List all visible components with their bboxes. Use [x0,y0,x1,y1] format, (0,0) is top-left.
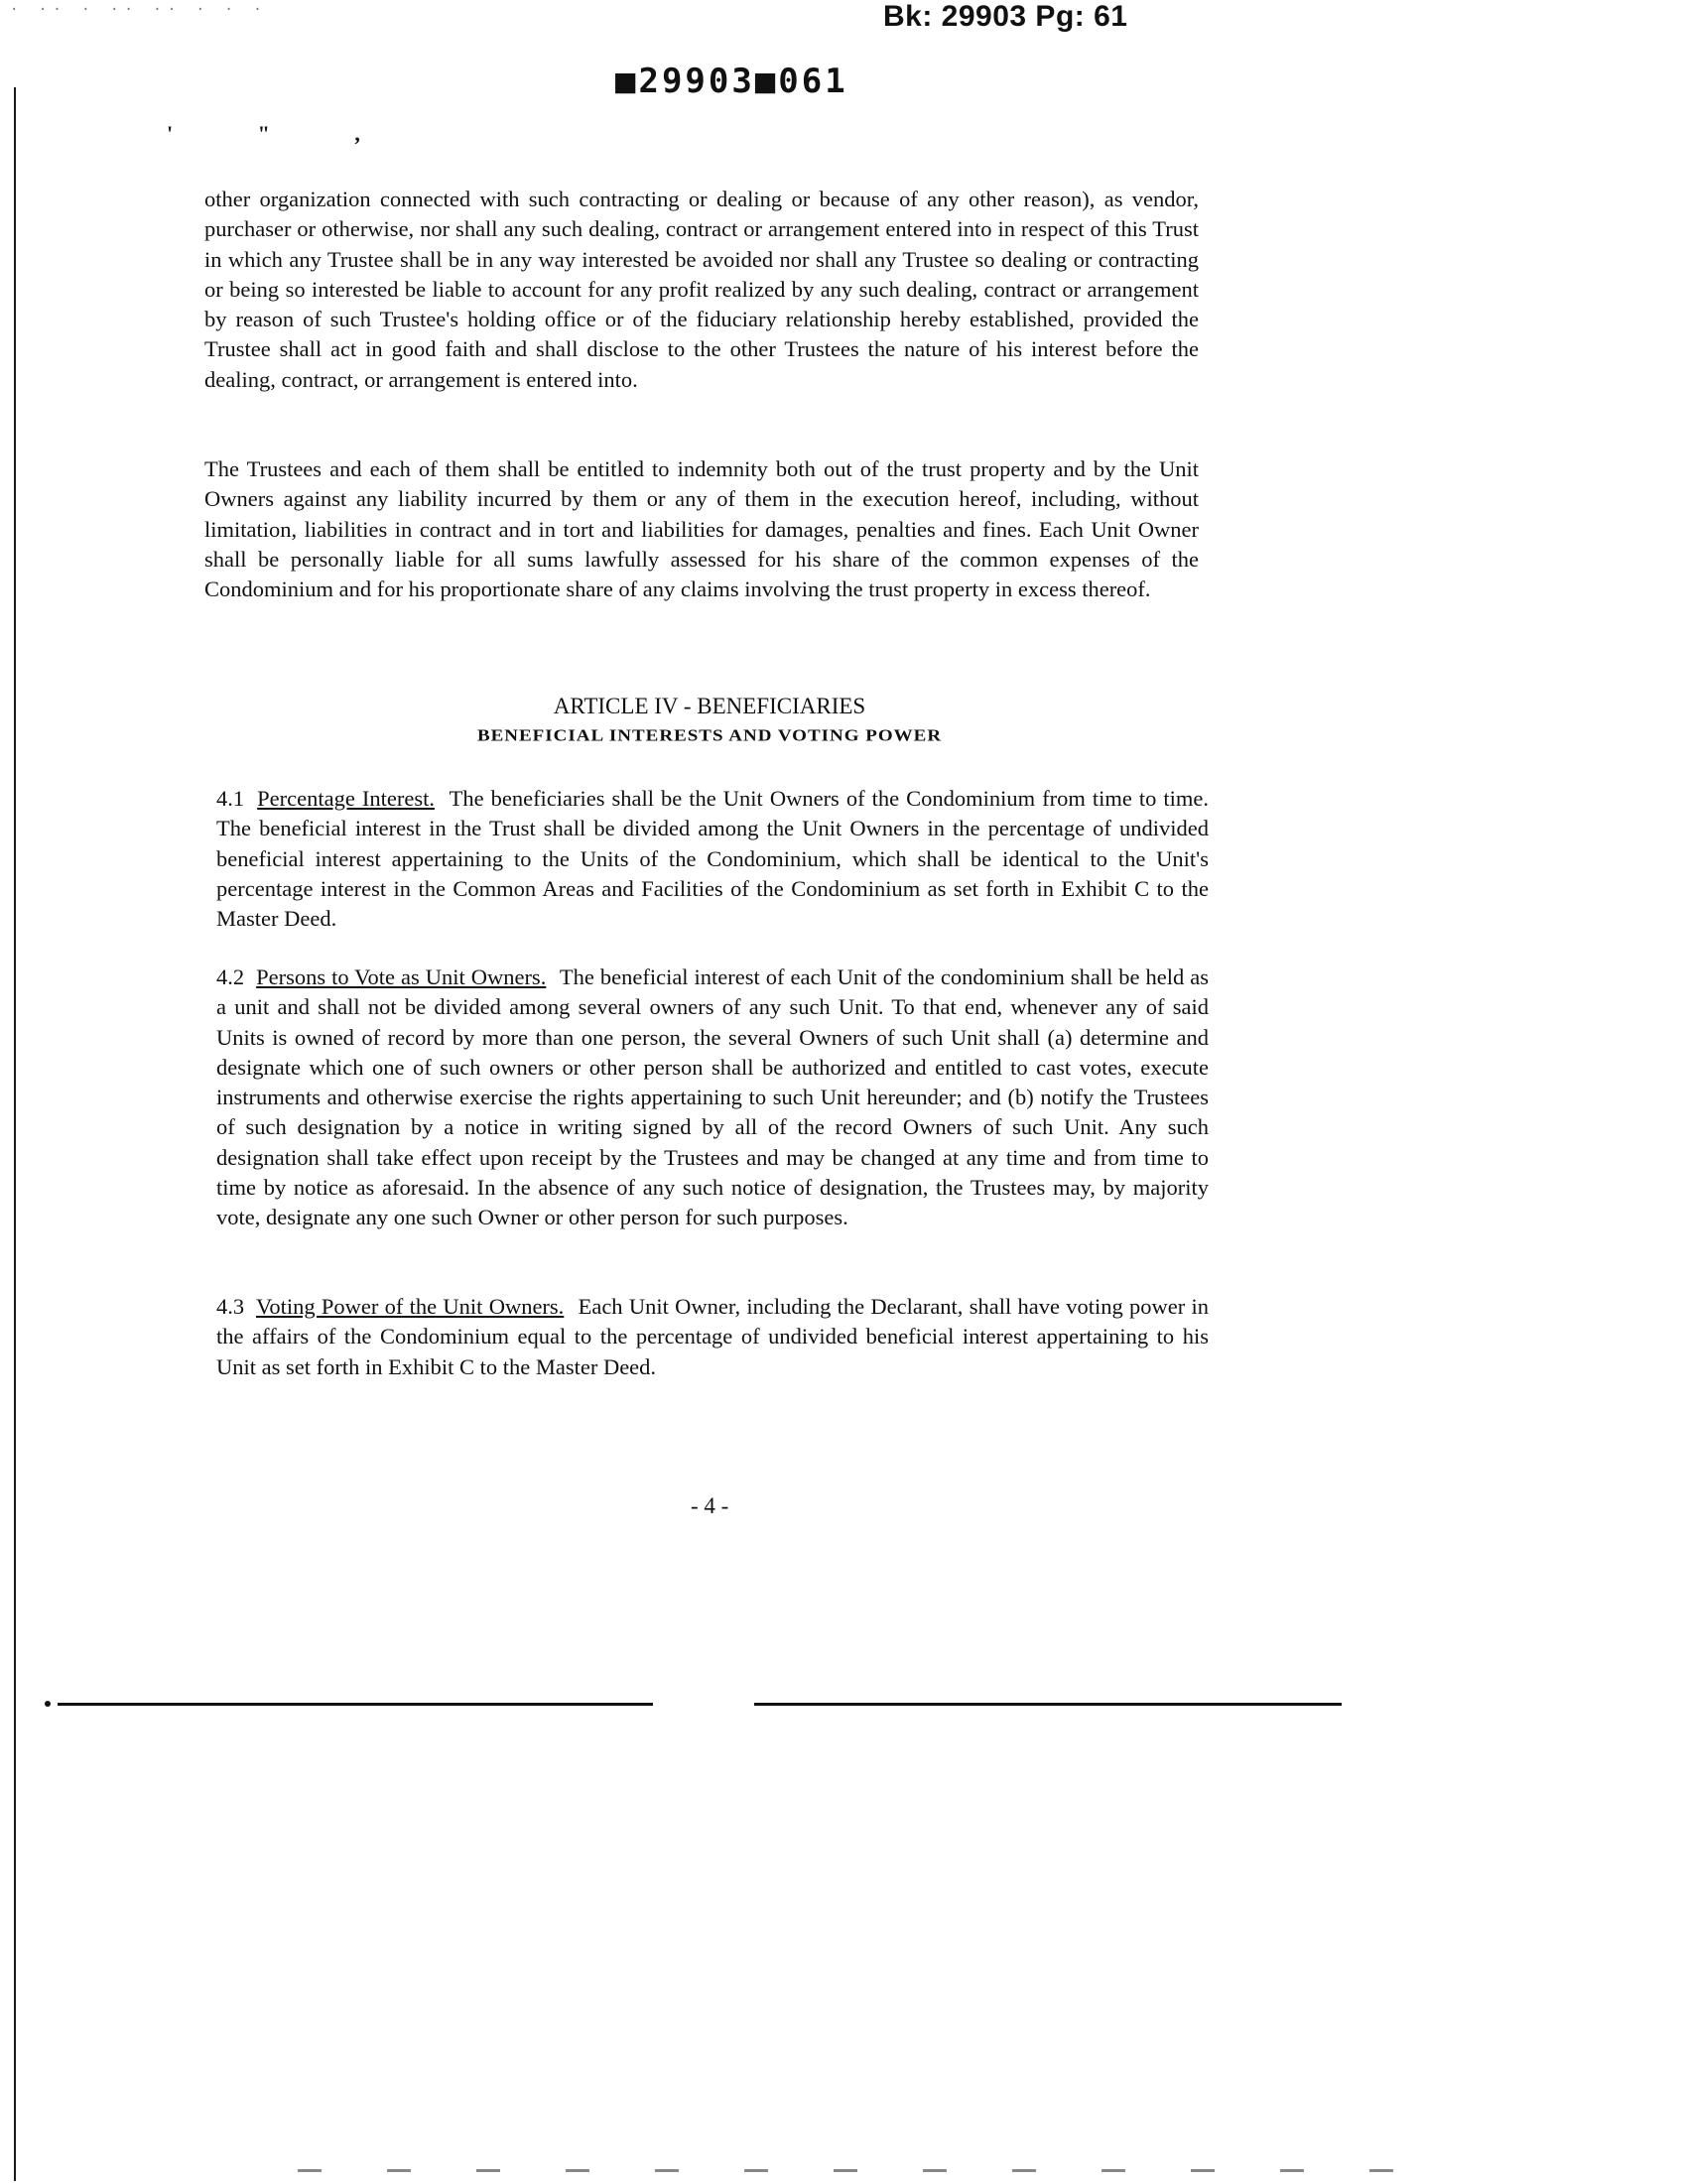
document-stamp-number: ■29903■061 [615,62,848,101]
scan-dot [45,1701,51,1707]
section-number: 4.1 [216,786,245,811]
section-text: The beneficial interest of each Unit of the condominium shall be held as a unit and shall not be divided among several owners of any such Unit. To that end, whenever any of said Units is owned of record by more than one person, the several Owners of such Unit shall (a) determine and designate which one of such owners or other person shall be authorized and entitled to cast votes, execute instruments and otherwise exercise the rights appertaining to such Unit hereunder; and (b) notify the Trustees of such designation by a notice in writing signed by all of the record Owners of such Unit. Any such designation shall take effect upon receipt by the Trustees and may be changed at any time and from time to time by notice as aforesaid. In the absence of any such notice of designation, the Trustees may, by majority vote, designate any one such Owner or other person for such purposes. [216,964,1209,1230]
section-4-2 [216,963,1209,1233]
section-text: Each Unit Owner, including the Declarant, shall have voting power in the affairs of the Condominium equal to the percentage of undivided beneficial interest appertaining to his Unit as set forth in Exhibit C to the Master Deed. [216,1294,1210,1379]
article-subtitle: BENEFICIAL INTERESTS AND VOTING POWER [476,726,943,745]
section-number: 4.3 [216,1294,245,1319]
paragraph-continuation: other organization connected with such contracting or dealing or because of any other reason), as vendor, purchaser or otherwise, nor shall any such dealing, contract or arrangement entered into in respect of this Trust in which any Trustee shall be in any way interested be avoided nor shall any Trustee so dealing or contracting or being so interested be liable to account for any profit realized by any such dealing, contract or arrangement by reason of such Trustee's holding office or of the fiduciary relationship hereby established, provided the Trustee shall act in good faith and shall disclose to the other Trustees the nature of his interest before the dealing, contract, or arrangement is entered into. [204,187,1199,392]
section-text: The beneficiaries shall be the Unit Owners of the Condominium from time to time. The beneficial interest in the Trust shall be divided among the Unit Owners in the percentage of undivided beneficial interest appertaining to the Units of the Condominium, which shall be identical to the Unit's percentage interest in the Common Areas and Facilities of the Condominium as set forth in Exhibit C to the Master Deed. [216,786,1210,932]
horizontal-rule-right [754,1703,1342,1706]
section-number: 4.2 [216,964,245,989]
scan-noise-bottom [298,2169,1439,2172]
scan-edge-line [14,87,16,2181]
stray-marks: ' " , [167,121,400,146]
article-heading [204,692,1215,751]
scan-noise-top: · ·· · ·· ·· · · · [10,2,268,18]
article-title: ARTICLE IV - BENEFICIARIES [553,694,866,718]
section-heading: Percentage Interest. [257,786,435,811]
book-page-reference: Bk: 29903 Pg: 61 [883,0,1128,33]
section-heading: Persons to Vote as Unit Owners. [256,964,547,989]
horizontal-rule-left [58,1703,653,1706]
section-4-3 [216,1292,1209,1382]
section-heading: Voting Power of the Unit Owners. [256,1294,565,1319]
paragraph-indemnity: The Trustees and each of them shall be entitled to indemnity both out of the trust property and by the Unit Owners against any liability incurred by them or any of them in the execution hereof, including, without limitation, liabilities in contract and in tort and liabilities for damages, penalties and fines. Each Unit Owner shall be personally liable for all sums lawfully assessed for his share of the common expenses of the Condominium and for his proportionate share of any claims involving the trust property in excess thereof. [204,456,1199,602]
page-number: - 4 - [691,1493,729,1518]
section-4-1 [216,784,1209,934]
